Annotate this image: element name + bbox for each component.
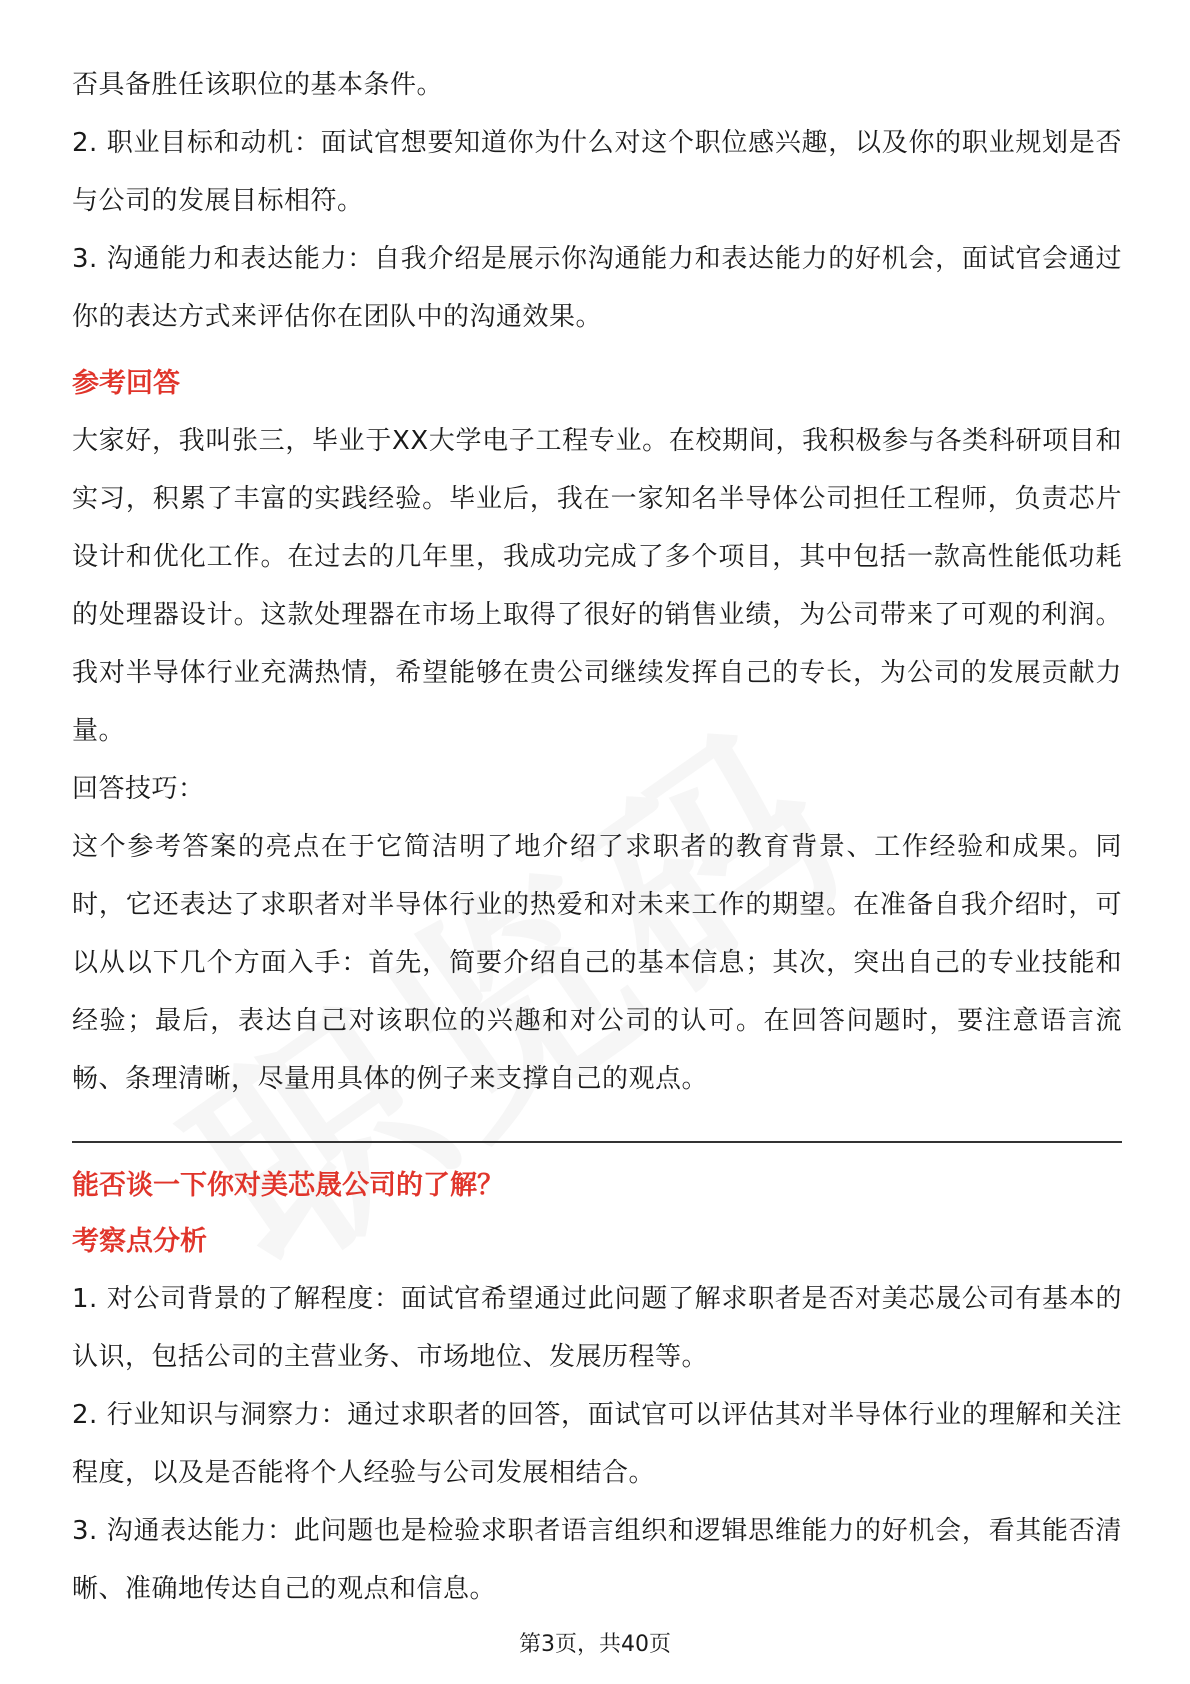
- reference-answer-heading: 参考回答: [72, 368, 180, 399]
- section-divider: [72, 1141, 1122, 1143]
- point-career-goals: 2. 职业目标和动机：面试官想要知道你为什么对这个职位感兴趣，以及你的职业规划是否与公司的发展目标相符。: [72, 128, 1122, 216]
- answer-tips-text: 这个参考答案的亮点在于它简洁明了地介绍了求职者的教育背景、工作经验和成果。同时，它还表达了求职者对半导体行业的热爱和对未来工作的期望。在准备自我介绍时，可以从以下几个方面入手：首先，简要介绍自己的基本信息；其次，突出自己的专业技能和经验；最后，表达自己对该职位的兴趣和对公司的认可。在回答问题时，要注意语言流畅、条理清晰，尽量用具体的例子来支撑自己的观点。: [72, 832, 1122, 1094]
- question-title: 能否谈一下你对美芯晟公司的了解？: [72, 1170, 504, 1201]
- analysis-point-1: 1. 对公司背景的了解程度：面试官希望通过此问题了解求职者是否对美芯晟公司有基本的认识，包括公司的主营业务、市场地位、发展历程等。: [72, 1284, 1122, 1372]
- reference-answer-text: 大家好，我叫张三，毕业于XX大学电子工程专业。在校期间，我积极参与各类科研项目和实习，积累了丰富的实践经验。毕业后，我在一家知名半导体公司担任工程师，负责芯片设计和优化工作。在过去的几年里，我成功完成了多个项目，其中包括一款高性能低功耗的处理器设计。这款处理器在市场上取得了很好的销售业绩，为公司带来了可观的利润。我对半导体行业充满热情，希望能够在贵公司继续发挥自己的专长，为公司的发展贡献力量。: [72, 426, 1122, 746]
- page-number: 第3页，共40页: [519, 1632, 671, 1657]
- analysis-point-2: 2. 行业知识与洞察力：通过求职者的回答，面试官可以评估其对半导体行业的理解和关注程度，以及是否能将个人经验与公司发展相结合。: [72, 1400, 1122, 1488]
- analysis-point-3: 3. 沟通表达能力：此问题也是检验求职者语言组织和逻辑思维能力的好机会，看其能否清晰、准确地传达自己的观点和信息。: [72, 1516, 1122, 1604]
- document-body: [72, 0, 1122, 1108]
- analysis-heading: 考察点分析: [72, 1226, 207, 1257]
- answer-tips-label: 回答技巧：: [72, 774, 205, 804]
- continued-paragraph: 否具备胜任该职位的基本条件。: [72, 70, 444, 100]
- question-section: [72, 1158, 1122, 1618]
- point-communication: 3. 沟通能力和表达能力：自我介绍是展示你沟通能力和表达能力的好机会，面试官会通过你的表达方式来评估你在团队中的沟通效果。: [72, 244, 1122, 332]
